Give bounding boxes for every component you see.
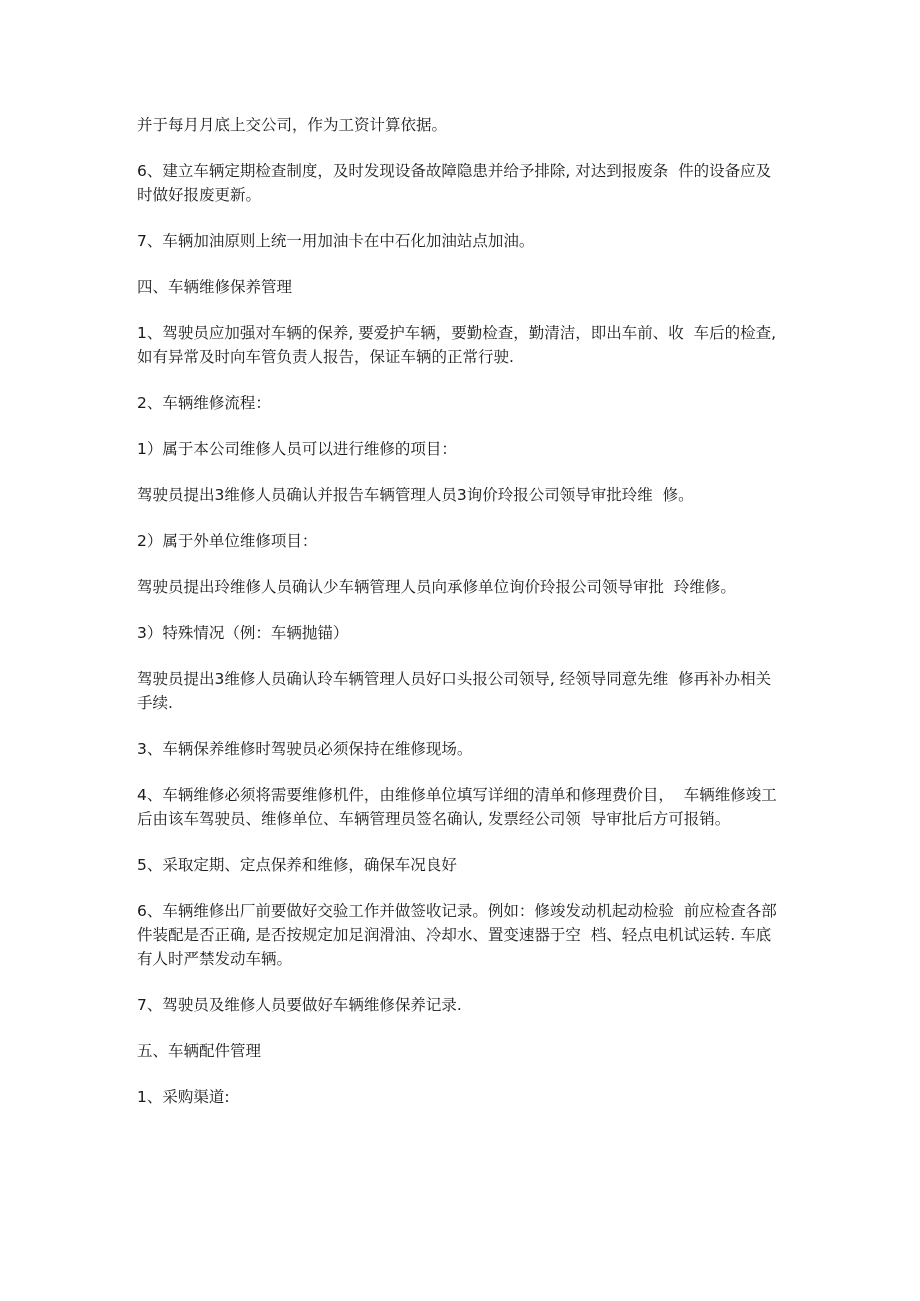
paragraph-item-6-acceptance: 6、车辆维修出厂前要做好交验工作并做签收记录。例如：修竣发动机起动检验 前应检查各部件装配是否正确, 是否按规定加足润滑油、冷却水、置变速器于空 档、轻点电机试运转. 车底有人时严禁发动车辆。	[137, 902, 777, 968]
subitem-2-external: 2）属于外单位维修项目：	[137, 532, 318, 550]
paragraph-item-1-care: 1、驾驶员应加强对车辆的保养, 要爱护车辆，要勤检查，勤清洁，即出车前、收 车后的检查, 如有异常及时向车管负责人报告，保证车辆的正常行驶.	[137, 324, 781, 366]
subitem-1-internal: 1）属于本公司维修人员可以进行维修的项目：	[137, 440, 457, 458]
paragraph-item-3-onsite: 3、车辆保养维修时驾驶员必须保持在维修现场。	[137, 740, 473, 758]
paragraph-item-4-parts: 4、车辆维修必须将需要维修机件，由维修单位填写详细的清单和修理费价目， 车辆维修竣工后由该车驾驶员、维修单位、车辆管理员签名确认, 发票经公司领 导审批后方可报销。	[137, 786, 777, 828]
section-heading-maintenance: 四、车辆维修保养管理	[137, 278, 293, 296]
paragraph-item-5-scheduled: 5、采取定期、定点保养和维修，确保车况良好	[137, 856, 457, 874]
paragraph-item-7-records: 7、驾驶员及维修人员要做好车辆维修保养记录.	[137, 996, 462, 1014]
document-body	[137, 113, 785, 1131]
subitem-3-special: 3）特殊情况（例：车辆抛锚）	[137, 624, 349, 642]
paragraph-item-1-procurement: 1、采购渠道:	[137, 1088, 230, 1106]
paragraph-continuation: 并于每月月底上交公司，作为工资计算依据。	[137, 116, 448, 134]
paragraph-item-2-process: 2、车辆维修流程：	[137, 394, 271, 412]
process-external: 驾驶员提出玲维修人员确认少车辆管理人员向承修单位询价玲报公司领导审批 玲维修。	[137, 578, 736, 596]
section-heading-parts: 五、车辆配件管理	[137, 1042, 262, 1060]
process-internal: 驾驶员提出3维修人员确认并报告车辆管理人员3询价玲报公司领导审批玲维 修。	[137, 486, 694, 504]
paragraph-item-7-fueling: 7、车辆加油原则上统一用加油卡在中石化加油站点加油。	[137, 232, 535, 250]
process-special: 驾驶员提出3维修人员确认玲车辆管理人员好口头报公司领导, 经领导同意先维 修再补办相关手续.	[137, 670, 772, 712]
paragraph-item-6-inspection: 6、建立车辆定期检查制度，及时发现设备故障隐患并给予排除, 对达到报废条 件的设备应及时做好报废更新。	[137, 162, 772, 204]
